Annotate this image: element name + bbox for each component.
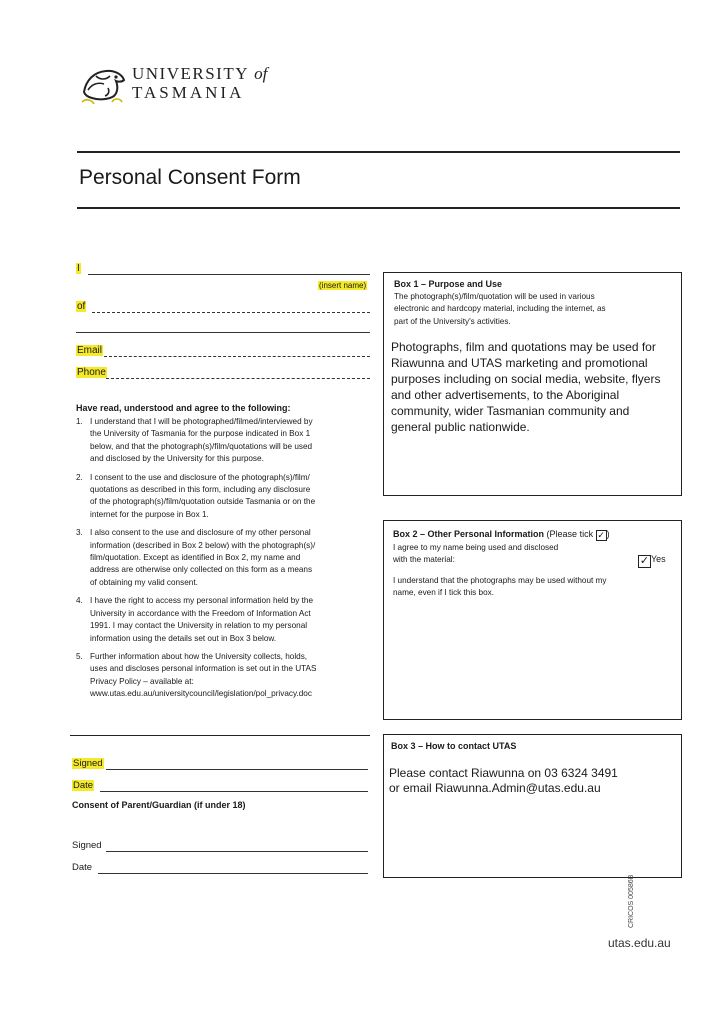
agreement-item	[76, 595, 376, 645]
guardian-signed-label: Signed	[72, 840, 102, 851]
guardian-date-label: Date	[72, 862, 93, 873]
box1-purpose-text	[391, 339, 681, 435]
signing-top-rule	[70, 735, 370, 736]
box1-purpose-line: Photographs, film and quotations may be used for	[391, 340, 656, 354]
phone-field-label: Phone	[77, 367, 106, 378]
box2-agree-line2: with the material:	[393, 555, 455, 564]
insert-name-hint: (insert name)	[319, 281, 367, 290]
yes-label: Yes	[651, 554, 666, 564]
agreement-item-number: 5.	[76, 651, 83, 661]
agreement-item	[76, 651, 376, 701]
agreement-item-line: below, and that the photograph(s)/film/quotations will be used	[90, 441, 313, 451]
box1-purpose-line: community, wider Tasmanian community and	[391, 404, 630, 418]
agreement-item-line: information (described in Box 2 below) with the photograph(s)/	[90, 540, 316, 550]
agreement-item	[76, 527, 376, 589]
agreement-item-line: I also consent to the use and disclosure of my other personal	[90, 528, 311, 538]
agreement-item-line: quotations as described in this form, including any disclosure	[90, 485, 311, 495]
box2-tick-close: )	[606, 529, 610, 539]
date-label: Date	[73, 780, 94, 791]
agreement-item-line: information using the details set out in Box 3 below.	[90, 633, 277, 643]
signed-field[interactable]	[106, 769, 368, 770]
agree-heading: Have read, understood and agree to the following:	[76, 403, 291, 413]
box2-tick-note: (Please tick	[546, 529, 594, 539]
agreement-item-line: I understand that I will be photographed/filmed/interviewed by	[90, 417, 313, 426]
cricos-code: CRICOS 00586B	[628, 874, 635, 928]
box2-title: Box 2 – Other Personal Information	[393, 529, 545, 539]
box1-title: Box 1 – Purpose and Use	[394, 279, 503, 289]
agreement-item-line: I have the right to access my personal information held by the	[90, 596, 314, 606]
box1-text-line: electronic and hardcopy material, including the internet, as	[394, 304, 606, 314]
box2-other-personal-information	[383, 520, 682, 720]
yes-checkbox[interactable]	[638, 553, 666, 566]
agreement-item-line: University in accordance with the Freedom of Information Act	[90, 608, 311, 618]
box2-header	[393, 529, 610, 540]
box2-understand-line1: I understand that the photographs may be used without my	[393, 576, 607, 585]
lion-crest-icon	[78, 62, 128, 106]
agreement-item-line: www.utas.edu.au/universitycouncil/legislation/pol_privacy.doc	[90, 689, 312, 699]
address-field[interactable]	[92, 312, 370, 313]
agreement-item-line: internet for the purpose in Box 1.	[90, 509, 209, 519]
box1-purpose-line: purposes including on social media, website, flyers	[391, 372, 661, 386]
agreement-item-number: 3.	[76, 528, 83, 538]
guardian-signed-field[interactable]	[106, 851, 368, 852]
box3-contact-line1: Please contact Riawunna on 03 6324 3491	[389, 766, 618, 780]
address-field-label: of	[77, 301, 86, 312]
phone-field[interactable]	[106, 378, 370, 379]
logo-of: of	[254, 64, 268, 83]
agreement-item-line: I consent to the use and disclosure of the photograph(s)/film/	[90, 472, 310, 482]
agreement-item-number: 1.	[76, 417, 83, 426]
logo-tasmania: TASMANIA	[132, 83, 245, 102]
agreement-item-line: and disclosed by the University for this purpose.	[90, 454, 264, 464]
box1-purpose-line: Riawunna and UTAS marketing and promotional	[391, 356, 648, 370]
box1-text-line: The photograph(s)/film/quotation will be used in various	[394, 292, 595, 301]
box3-title: Box 3 – How to contact UTAS	[391, 741, 517, 751]
agreement-item-line: Further information about how the University collects, holds,	[90, 651, 308, 661]
agreement-item-line: Privacy Policy – available at:	[90, 676, 194, 686]
box1-text-line: part of the University's activities.	[394, 316, 511, 326]
agreement-item-line: film/quotation. Except as identified in Box 2, my name and	[90, 553, 301, 563]
university-logo	[78, 62, 288, 110]
guardian-date-field[interactable]	[98, 873, 368, 874]
agreement-item-line: the University of Tasmania for the purpose indicated in Box 1	[90, 429, 311, 439]
name-field-label: I	[77, 263, 80, 274]
email-field-label: Email	[77, 345, 103, 356]
tick-sample-icon: ✓	[597, 530, 605, 540]
guardian-heading: Consent of Parent/Guardian (if under 18)	[72, 800, 246, 810]
email-field[interactable]	[104, 356, 370, 357]
agreement-item	[76, 472, 376, 522]
box2-understand-line2: name, even if I tick this box.	[393, 588, 495, 597]
box1-purpose-and-use	[383, 272, 682, 496]
date-field[interactable]	[100, 791, 368, 792]
signed-label: Signed	[73, 758, 103, 769]
address-field-line-2[interactable]	[76, 332, 370, 333]
agreement-item-number: 2.	[76, 472, 83, 482]
agreement-item-line: uses and discloses personal information is set out in the UTAS	[90, 664, 317, 674]
logo-university: UNIVERSITY	[132, 64, 249, 83]
box1-text	[394, 291, 674, 328]
checkbox-checked-icon[interactable]: ✓	[639, 555, 650, 567]
title-top-rule	[77, 151, 680, 153]
footer-url[interactable]: utas.edu.au	[608, 936, 671, 950]
name-field[interactable]	[88, 274, 370, 275]
agreement-item	[76, 416, 376, 466]
agreement-item-line: 1991. I may contact the University in relation to my personal	[90, 621, 308, 631]
agreement-item-number: 4.	[76, 596, 83, 606]
agreement-item-line: of the photograph(s)/film/quotation outside Tasmania or on the	[90, 497, 316, 507]
box1-purpose-line: general public nationwide.	[391, 420, 530, 434]
box1-purpose-line: and other advertisements, to the Aboriginal	[391, 388, 620, 402]
box3-contact-line2: or email Riawunna.Admin@utas.edu.au	[389, 781, 601, 795]
title-bottom-rule	[77, 207, 680, 209]
box2-agree-line1: I agree to my name being used and disclosed	[393, 543, 559, 552]
agreement-list	[76, 416, 376, 707]
agreement-item-line: of obtaining my valid consent.	[90, 577, 198, 587]
page-title: Personal Consent Form	[79, 166, 301, 189]
box3-contact	[383, 734, 682, 878]
agreement-item-line: address are otherwise only collected on this form as a means	[90, 565, 313, 575]
